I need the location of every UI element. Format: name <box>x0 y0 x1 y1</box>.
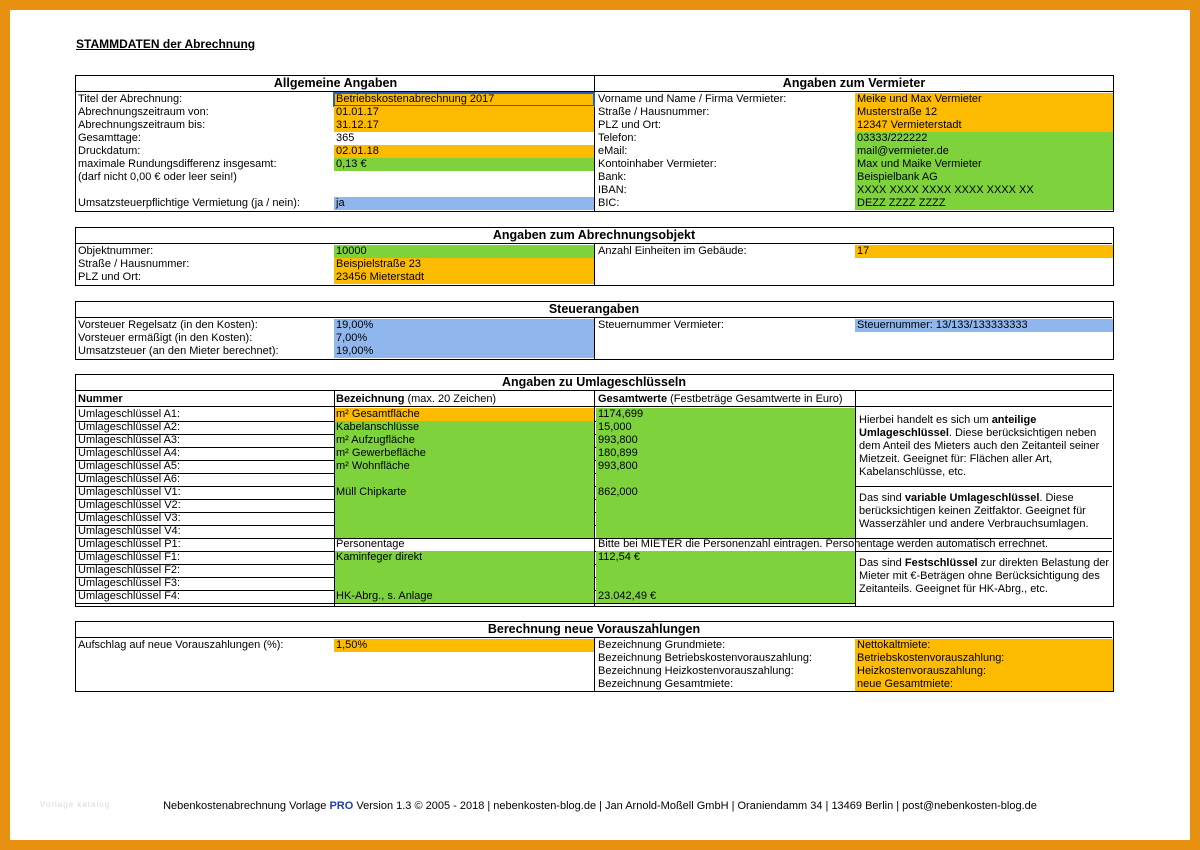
vermieter-input[interactable]: XXXX XXXX XXXX XXXX XXXX XX <box>855 184 1113 197</box>
field-input[interactable]: ja <box>334 197 594 210</box>
steuer-input[interactable]: 7,00% <box>334 332 594 345</box>
umlage-wert-input[interactable]: 1174,699 <box>596 408 855 421</box>
col-bez-hint: (max. 20 Zeichen) <box>407 393 497 405</box>
field-label: Umsatzsteuerpflichtige Vermietung (ja / nein): <box>78 197 300 209</box>
vermieter-label: Bank: <box>598 171 627 183</box>
vermieter-input[interactable]: Beispielbank AG <box>855 171 1113 184</box>
umlage-wert-input[interactable] <box>596 577 855 590</box>
umlage-bez-input[interactable] <box>334 473 594 486</box>
steuer-input[interactable]: 19,00% <box>334 319 594 332</box>
umlage-bez-input[interactable]: HK-Abrg., s. Anlage <box>334 590 594 603</box>
footer <box>0 800 1200 812</box>
section-allgemein <box>75 75 1114 212</box>
vermieter-label: IBAN: <box>598 184 627 196</box>
umlage-wert-input[interactable]: 112,54 € <box>596 551 855 564</box>
vermieter-label: eMail: <box>598 145 628 157</box>
umlage-bez-input[interactable]: Kabelanschlüsse <box>334 421 594 434</box>
umlage-wert-input[interactable]: 862,000 <box>596 486 855 499</box>
umlage-label: Umlageschlüssel V3: <box>78 512 181 524</box>
umlage-bez-input[interactable]: Kaminfeger direkt <box>334 551 594 564</box>
section-umlage <box>75 374 1114 607</box>
watermark: Vorlage katalog <box>40 800 111 809</box>
section-steuer <box>75 301 1114 360</box>
vermieter-label: Kontoinhaber Vermieter: <box>598 158 717 170</box>
vermieter-input[interactable]: Musterstraße 12 <box>855 106 1113 119</box>
steuer-label: Vorsteuer Regelsatz (in den Kosten): <box>78 319 258 331</box>
note-bold: anteilige Umlageschlüssel <box>859 414 1037 439</box>
vermieter-input[interactable]: Max und Maike Vermieter <box>855 158 1113 171</box>
umlage-hinweis: Bitte bei MIETER die Personenzahl eintragen. Personentage werden automatisch errechnet. <box>598 538 1049 550</box>
objekt-input[interactable]: 10000 <box>334 245 594 258</box>
umlage-bez-input[interactable] <box>334 512 594 525</box>
vermieter-label: Vorname und Name / Firma Vermieter: <box>598 93 787 105</box>
section-voraus <box>75 621 1114 692</box>
umlage-label: Umlageschlüssel F2: <box>78 564 181 576</box>
objekt-input[interactable]: Beispielstraße 23 <box>334 258 594 271</box>
vermieter-input[interactable]: DEZZ ZZZZ ZZZZ <box>855 197 1113 210</box>
umlage-label: Umlageschlüssel A2: <box>78 421 181 433</box>
note-text: Das sind <box>859 557 905 569</box>
header-vermieter: Angaben zum Vermieter <box>595 76 1113 92</box>
voraus-input[interactable]: Nettokaltmiete: <box>855 639 1113 652</box>
umlage-bez-input[interactable] <box>334 564 594 577</box>
steuernummer-input[interactable]: Steuernummer: 13/133/133333333 <box>855 319 1113 332</box>
umlage-label: Umlageschlüssel F1: <box>78 551 181 563</box>
umlage-wert-input[interactable] <box>596 564 855 577</box>
aufschlag-input[interactable]: 1,50% <box>334 639 594 652</box>
voraus-label: Bezeichnung Heizkostenvorauszahlung: <box>598 665 794 677</box>
umlage-wert-input[interactable]: 15,000 <box>596 421 855 434</box>
note-bold: Festschlüssel <box>904 557 978 569</box>
col-ges-title: Gesamtwerte <box>598 393 668 405</box>
objekt-label: Straße / Hausnummer: <box>78 258 190 270</box>
field-label: Titel der Abrechnung: <box>78 93 183 105</box>
header-voraus: Berechnung neue Vorauszahlungen <box>76 622 1112 638</box>
vermieter-label: Telefon: <box>598 132 637 144</box>
umlage-label: Umlageschlüssel A5: <box>78 460 181 472</box>
header-steuer: Steuerangaben <box>76 302 1112 318</box>
umlage-bez-input[interactable]: Müll Chipkarte <box>334 486 594 499</box>
note-text: Hierbei handelt es sich um <box>859 414 992 426</box>
umlage-bez-input[interactable]: m² Gewerbefläche <box>334 447 594 460</box>
col-bez-title: Bezeichnung <box>336 393 405 405</box>
aufschlag-label: Aufschlag auf neue Vorauszahlungen (%): <box>78 639 284 651</box>
field-input[interactable]: 31.12.17 <box>334 119 594 132</box>
voraus-input[interactable]: Heizkostenvorauszahlung: <box>855 665 1113 678</box>
umlage-label: Umlageschlüssel A6: <box>78 473 181 485</box>
umlage-bez-input[interactable]: m² Gesamtfläche <box>334 408 594 421</box>
umlage-wert-input[interactable]: 993,800 <box>596 434 855 447</box>
page-title: STAMMDATEN der Abrechnung <box>76 37 256 51</box>
umlage-bez: Personentage <box>336 538 405 550</box>
vermieter-input[interactable]: mail@vermieter.de <box>855 145 1113 158</box>
umlage-bez-input[interactable] <box>334 577 594 590</box>
voraus-label: Bezeichnung Betriebskostenvorauszahlung: <box>598 652 813 664</box>
field-input[interactable]: Betriebskostenabrechnung 2017 <box>334 93 594 106</box>
field-label: maximale Rundungsdifferenz insgesamt: <box>78 158 277 170</box>
umlage-label: Umlageschlüssel P1: <box>78 538 181 550</box>
umlage-bez-input[interactable] <box>334 525 594 538</box>
note-anteilige <box>857 411 1113 487</box>
field-label: (darf nicht 0,00 € oder leer sein!) <box>78 171 237 183</box>
col-ges-hint: (Festbeträge Gesamtwerte in Euro) <box>670 393 843 405</box>
footer-post: Version 1.3 © 2005 - 2018 | nebenkosten-blog.de | Jan Arnold-Moßell GmbH | Oraniendamm 34 | 13469 Berlin | post@nebenkosten-blog.de <box>353 800 1037 812</box>
umlage-bez-input[interactable] <box>334 499 594 512</box>
note-bold: variable Umlageschlüssel <box>904 492 1040 504</box>
umlage-bez-input[interactable]: m² Wohnfläche <box>334 460 594 473</box>
header-objekt: Angaben zum Abrechnungsobjekt <box>76 228 1112 244</box>
umlage-wert-input[interactable] <box>596 499 855 512</box>
note-fest <box>857 554 1113 604</box>
steuernummer-label: Steuernummer Vermieter: <box>598 319 724 331</box>
vermieter-input[interactable]: 03333/222222 <box>855 132 1113 145</box>
umlage-wert-input[interactable]: 993,800 <box>596 460 855 473</box>
umlage-wert-input[interactable] <box>596 473 855 486</box>
umlage-wert-input[interactable] <box>596 512 855 525</box>
umlage-label: Umlageschlüssel A3: <box>78 434 181 446</box>
field-input[interactable]: 01.01.17 <box>334 106 594 119</box>
field-input[interactable]: 0,13 € <box>334 158 594 171</box>
umlage-label: Umlageschlüssel A4: <box>78 447 181 459</box>
umlage-label: Umlageschlüssel V4: <box>78 525 181 537</box>
note-text: zur direkten Belastung der Mieter mit €-Beträgen ohne Berücksichtigung des Zeitanteils. Geeignet für HK-Abrg., etc. <box>859 557 1110 595</box>
vermieter-label: PLZ und Ort: <box>598 119 661 131</box>
umlage-label: Umlageschlüssel V2: <box>78 499 181 511</box>
umlage-wert-input[interactable]: 180,899 <box>596 447 855 460</box>
steuer-label: Umsatzsteuer (an den Mieter berechnet): <box>78 345 279 357</box>
note-text: Das sind <box>859 492 905 504</box>
umlage-label: Umlageschlüssel F4: <box>78 590 181 602</box>
note-text: . Diese berücksichtigen keinen Zeitfaktor. Geeignet für Wasserzähler und andere Verbrauchsumlagen. <box>859 492 1089 530</box>
umlage-wert-input[interactable]: 23.042,49 € <box>596 590 855 603</box>
steuer-input[interactable]: 19,00% <box>334 345 594 358</box>
voraus-input[interactable]: Betriebskostenvorauszahlung: <box>855 652 1113 665</box>
field-input[interactable]: 365 <box>336 132 355 144</box>
field-label: Gesamttage: <box>78 132 141 144</box>
einheiten-label: Anzahl Einheiten im Gebäude: <box>598 245 747 257</box>
vermieter-label: Straße / Hausnummer: <box>598 106 710 118</box>
objekt-label: Objektnummer: <box>78 245 154 257</box>
vermieter-input[interactable]: Meike und Max Vermieter <box>855 93 1113 106</box>
umlage-wert-input[interactable] <box>596 525 855 538</box>
footer-pre: Nebenkostenabrechnung Vorlage <box>163 800 330 812</box>
field-label: Abrechnungszeitraum bis: <box>78 119 206 131</box>
footer-pro: PRO <box>329 800 354 812</box>
objekt-input[interactable]: 23456 Mieterstadt <box>334 271 594 284</box>
col-gesamtwerte <box>596 393 856 406</box>
umlage-label: Umlageschlüssel A1: <box>78 408 181 420</box>
vermieter-label: BIC: <box>598 197 620 209</box>
voraus-input[interactable]: neue Gesamtmiete: <box>855 678 1113 691</box>
field-label: Abrechnungszeitraum von: <box>78 106 209 118</box>
header-umlage: Angaben zu Umlageschlüsseln <box>76 375 1112 391</box>
col-nummer: Nummer <box>78 393 123 405</box>
umlage-bez-input[interactable]: m² Aufzugfläche <box>334 434 594 447</box>
section-objekt <box>75 227 1114 286</box>
header-allgemein: Allgemeine Angaben <box>76 76 595 92</box>
voraus-label: Bezeichnung Grundmiete: <box>598 639 726 651</box>
col-bezeichnung <box>334 393 594 406</box>
vermieter-input[interactable]: 12347 Vermieterstadt <box>855 119 1113 132</box>
umlage-label: Umlageschlüssel V1: <box>78 486 181 498</box>
field-input[interactable]: 02.01.18 <box>334 145 594 158</box>
umlage-label: Umlageschlüssel F3: <box>78 577 181 589</box>
note-text: . Diese berücksichtigen neben dem Anteil des Mieters auch den Zeitanteil seiner Mietzeit. Geeignet für: Flächen aller Art, Kabelanschlüsse, etc. <box>859 427 1100 478</box>
voraus-label: Bezeichnung Gesamtmiete: <box>598 678 734 690</box>
field-label: Druckdatum: <box>78 145 141 157</box>
objekt-label: PLZ und Ort: <box>78 271 141 283</box>
note-variable <box>857 489 1113 539</box>
einheiten-input[interactable]: 17 <box>855 245 1113 258</box>
steuer-label: Vorsteuer ermäßigt (in den Kosten): <box>78 332 253 344</box>
